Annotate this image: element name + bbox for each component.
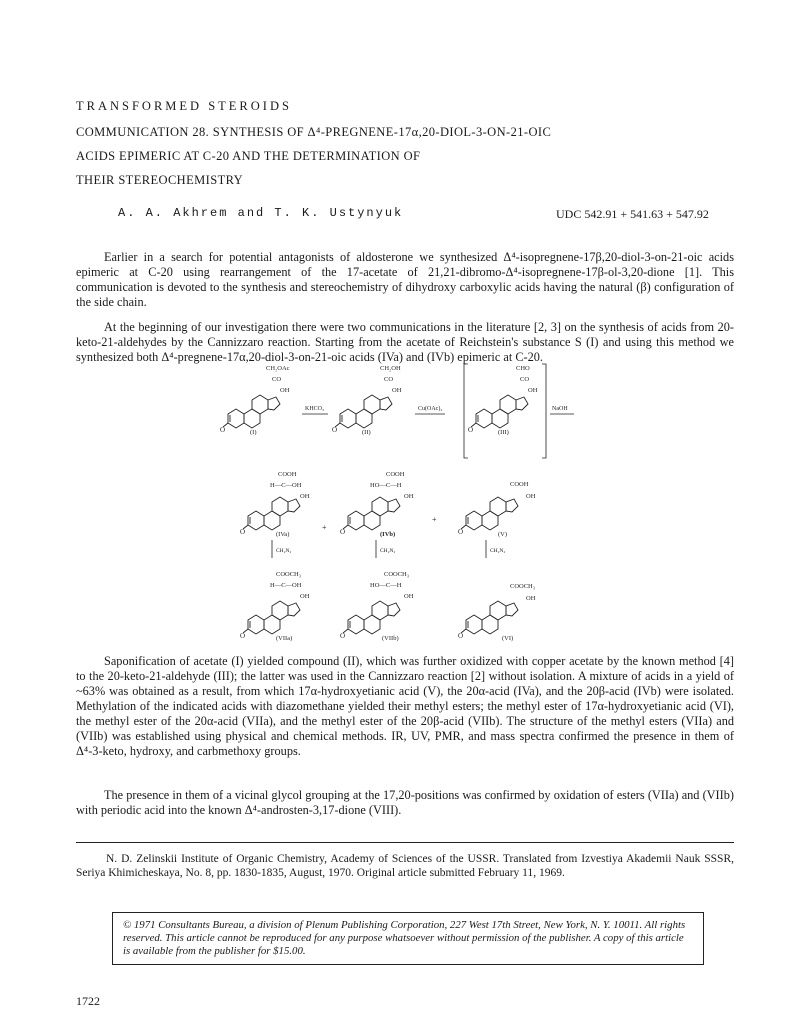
compound-III-hydroxy: OH [528, 387, 538, 394]
compound-V-carboxyl: COOH [510, 481, 529, 488]
reagent-copper-acetate: Cu(OAc)₂ [418, 406, 443, 412]
paragraph-2: At the beginning of our investigation there were two communications in the literature [2, 3] on the synthesis of acids from 20-keto-21-aldehydes by the Cannizzaro reaction. Starting from the acetate of Reichstein's substance S (I) and using this method we synthesized both Δ⁴-pregnene-17α,20-diol-3-on-21-oic acids (IVa) and (IVb) epimeric at C-20. [76, 320, 734, 364]
compound-IVa [240, 471, 310, 538]
compound-IVb-carboxyl: COOH [386, 471, 405, 478]
compound-III-label: (III) [498, 429, 509, 436]
compound-IVa-hydroxy: OH [300, 493, 310, 500]
plus-sign-2: + [432, 515, 437, 524]
compound-VIIb-hydroxy: OH [404, 593, 414, 600]
compound-I-side-chain: CH₂OAc [266, 365, 290, 372]
compound-VIIb-c20: HO—C—H [370, 582, 402, 589]
compound-VIIa-ester: COOCH₃ [276, 571, 302, 578]
compound-VIIa-hydroxy: OH [300, 593, 310, 600]
compound-V-label: (V) [498, 531, 508, 538]
article-title-line-2: ACIDS EPIMERIC AT C-20 AND THE DETERMINATION OF [76, 149, 421, 163]
down-arrow-1-reagent: CH₂N₂ [276, 548, 292, 554]
compound-VIIb [340, 571, 414, 642]
footnote-rule [76, 842, 734, 843]
compound-VIIb-ring-oxygen: O [340, 632, 346, 640]
compound-IVa-carboxyl: COOH [278, 471, 297, 478]
compound-VI [458, 583, 536, 642]
compound-VI-ester: COOCH₃ [510, 583, 536, 590]
article-title-line-3: THEIR STEREOCHEMISTRY [76, 173, 244, 187]
compound-II [332, 365, 402, 436]
bracket-right [542, 364, 546, 458]
compound-IVb-ring-oxygen: O [340, 528, 346, 536]
compound-I-label: (I) [250, 429, 257, 436]
compound-III-side-chain: CHO [516, 365, 530, 372]
compound-VI-ring-oxygen: O [458, 632, 464, 640]
compound-VIIa-label: (VIIa) [276, 635, 293, 642]
reagent-khco3: KHCO₃ [305, 406, 325, 412]
compound-I-hydroxy: OH [280, 387, 290, 394]
compound-IVb [340, 471, 414, 538]
page-number: 1722 [76, 994, 100, 1008]
article-title-line-1: COMMUNICATION 28. SYNTHESIS OF Δ⁴-PREGNENE-17α,20-DIOL-3-ON-21-OIC [76, 125, 552, 139]
paragraph-1: Earlier in a search for potential antagonists of aldosterone we synthesized Δ⁴-isopregnene-17β,20-diol-3-on-21-oic acids epimeric at C-20 using rearrangement of the 17-acetate of 21,21-dibromo-Δ⁴-isopregnene-17β-ol-3,20-dione [1]. This communication is devoted to the synthesis and stereochemistry of dihydroxy carboxylic acids having the natural (β) configuration of the side chain. [76, 250, 734, 309]
compound-VI-label: (VI) [502, 635, 514, 642]
compound-IVb-hydroxy: OH [404, 493, 414, 500]
compound-III [468, 365, 538, 436]
compound-II-hydroxy: OH [392, 387, 402, 394]
compound-VIIa [240, 571, 310, 642]
bracket-left [464, 364, 468, 458]
compound-II-side-chain: CH₂OH [380, 365, 401, 372]
down-arrow-3-reagent: CH₂N₂ [490, 548, 506, 554]
compound-VI-hydroxy: OH [526, 595, 536, 602]
compound-I [220, 365, 290, 436]
compound-I-ring-oxygen: O [220, 426, 226, 434]
compound-II-label: (II) [362, 429, 371, 436]
compound-II-carbonyl: CO [384, 376, 394, 383]
compound-IVb-label: (IVb) [380, 531, 396, 538]
compound-II-ring-oxygen: O [332, 426, 338, 434]
plus-sign-1: + [322, 523, 327, 532]
copyright-text: © 1971 Consultants Bureau, a division of Plenum Publishing Corporation, 227 West 17th Street, New York, N. Y. 10011. All rights reserved. This article cannot be reproduced for any purpose whatsoever without permission of the publisher. A copy of this article is available from the publisher for $15.00. [123, 919, 686, 957]
reagent-naoh: NaOH [552, 406, 568, 412]
authors: A. A. Akhrem and T. K. Ustynyuk [118, 206, 404, 220]
compound-IVb-c20: HO—C—H [370, 482, 402, 489]
compound-IVa-c20: H—C—OH [270, 482, 302, 489]
paragraph-4: The presence in them of a vicinal glycol grouping at the 17,20-positions was confirmed by oxidation of esters (VIIa) and (VIIb) with periodic acid into the known Δ⁴-androsten-3,17-dione (VIII). [76, 788, 734, 817]
down-arrow-2-reagent: CH₂N₂ [380, 548, 396, 554]
compound-IVa-label: (IVa) [276, 531, 290, 538]
compound-V-hydroxy: OH [526, 493, 536, 500]
compound-V-ring-oxygen: O [458, 528, 464, 536]
compound-VIIa-c20: H—C—OH [270, 582, 302, 589]
compound-III-carbonyl: CO [520, 376, 530, 383]
compound-VIIb-ester: COOCH₃ [384, 571, 410, 578]
compound-VIIb-label: (VIIb) [382, 635, 399, 642]
reaction-scheme [210, 362, 580, 654]
compound-I-carbonyl: CO [272, 376, 282, 383]
udc-code: UDC 542.91 + 541.63 + 547.92 [556, 207, 709, 221]
affiliation-note: N. D. Zelinskii Institute of Organic Chemistry, Academy of Sciences of the USSR. Translated from Izvestiya Akademii Nauk SSSR, Seriya Khimicheskaya, No. 8, pp. 1830-1835, August, 1970. Original article submitted February 11, 1969. [76, 853, 734, 879]
compound-IVa-ring-oxygen: O [240, 528, 246, 536]
compound-VIIa-ring-oxygen: O [240, 632, 246, 640]
compound-III-ring-oxygen: O [468, 426, 474, 434]
series-title: TRANSFORMED STEROIDS [76, 99, 292, 113]
paragraph-3: Saponification of acetate (I) yielded compound (II), which was further oxidized with copper acetate by the known method [4] to the 20-keto-21-aldehyde (III); the latter was used in the Cannizzaro reaction [2] without isolation. A mixture of acids in a yield of ~63% was obtained as a result, from which 17α-hydroxyetianic acid (V), the 20α-acid (IVa), and the 20β-acid (IVb) were isolated. Methylation of the indicated acids with diazomethane yielded their methyl esters; the methyl ester of 17α-hydroxyetianic acid (VI), the methyl ester of the 20α-acid (VIIa), and the methyl ester of the 20β-acid (VIIb). The structure of the methyl esters (VIIa) and (VIIb) was established using physical and chemical methods. IR, UV, PMR, and mass spectra confirmed the presence in them of Δ⁴-3-keto, hydroxy, and carbmethoxy groups. [76, 654, 734, 758]
copyright-box [112, 912, 704, 965]
compound-V [458, 481, 536, 538]
